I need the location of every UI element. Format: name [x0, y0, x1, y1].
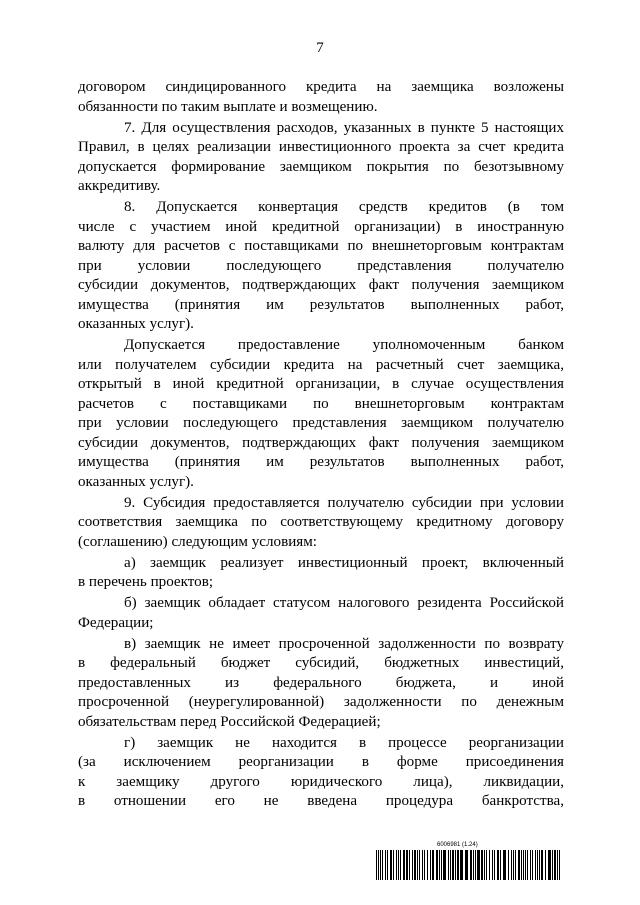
text-line: аккредитиву. [78, 178, 161, 194]
text-line: Федерации; [78, 614, 154, 631]
text-line: Правил, в целях реализации инвестиционного проекта за счет кредита [78, 139, 564, 155]
text-line: в) заемщик не имеет просроченной задолженности по возврату [124, 635, 564, 652]
text-line: открытый в иной кредитной организации, в случае осуществления [78, 376, 564, 392]
text-line: имущества (принятия им результатов выполненных работ, [78, 296, 564, 313]
text-line: в федеральный бюджет субсидий, бюджетных инвестиций, [78, 655, 564, 671]
text-line: 8. Допускается конвертация средств кредитов (в том [124, 199, 564, 215]
text-line: к заемщику другого юридического лица), ликвидации, [78, 773, 564, 790]
text-line: в отношении его не введена процедура банкротства, [78, 793, 564, 809]
text-line: а) заемщик реализует инвестиционный проект, включенный [124, 554, 564, 571]
text-line: или получателем субсидии кредита на расчетный счет заемщика, [78, 356, 564, 373]
text-line: валюту для расчетов с поставщиками по внешнеторговым контрактам [78, 238, 564, 254]
text-line: субсидии документов, подтверждающих факт получения заемщиком [78, 277, 564, 293]
barcode-icon [376, 850, 562, 880]
text-line: при условии последующего представления получателю [78, 257, 564, 274]
text-line: расчетов с поставщиками по внешнеторговым контрактам [78, 395, 564, 412]
page-number: 7 [316, 40, 324, 56]
text-line: оказанных услуг). [78, 473, 194, 490]
text-line: числе с участием иной кредитной организации) в иностранную [78, 218, 564, 235]
text-line: б) заемщик обладает статусом налогового резидента Российской [124, 595, 564, 611]
text-line: 9. Субсидия предоставляется получателю субсидии при условии [124, 494, 564, 511]
text-line: Допускается предоставление уполномоченным банком [124, 337, 564, 353]
text-line: г) заемщик не находится в процессе реорганизации [124, 734, 564, 751]
text-line: оказанных услуг). [78, 316, 194, 332]
text-line: обязанности по таким выплате и возмещению. [78, 98, 378, 115]
body-text [78, 78, 564, 812]
text-line: договором синдицированного кредита на заемщика возложены [78, 79, 564, 95]
text-line: субсидии документов, подтверждающих факт получения заемщиком [78, 434, 564, 451]
text-line: 7. Для осуществления расходов, указанных в пункте 5 настоящих [124, 119, 564, 136]
text-line: имущества (принятия им результатов выполненных работ, [78, 454, 564, 470]
text-line: (соглашению) следующим условиям: [78, 533, 317, 550]
text-line: в перечень проектов; [78, 574, 214, 590]
text-line: (за исключением реорганизации в форме присоединения [78, 754, 564, 770]
barcode-label: 6006981 (1.24) [437, 842, 478, 848]
text-line: предоставленных из федерального бюджета, и иной [78, 674, 564, 691]
text-line: при условии последующего представления заемщиком получателю [78, 415, 564, 431]
text-line: допускается формирование заемщиком покрытия по безотзывному [78, 158, 564, 175]
text-line: просроченной (неурегулированной) задолженности по денежным [78, 694, 564, 710]
text-line: соответствия заемщика по соответствующему кредитному договору [78, 514, 564, 530]
text-line: обязательствам перед Российской Федерацией; [78, 713, 381, 730]
